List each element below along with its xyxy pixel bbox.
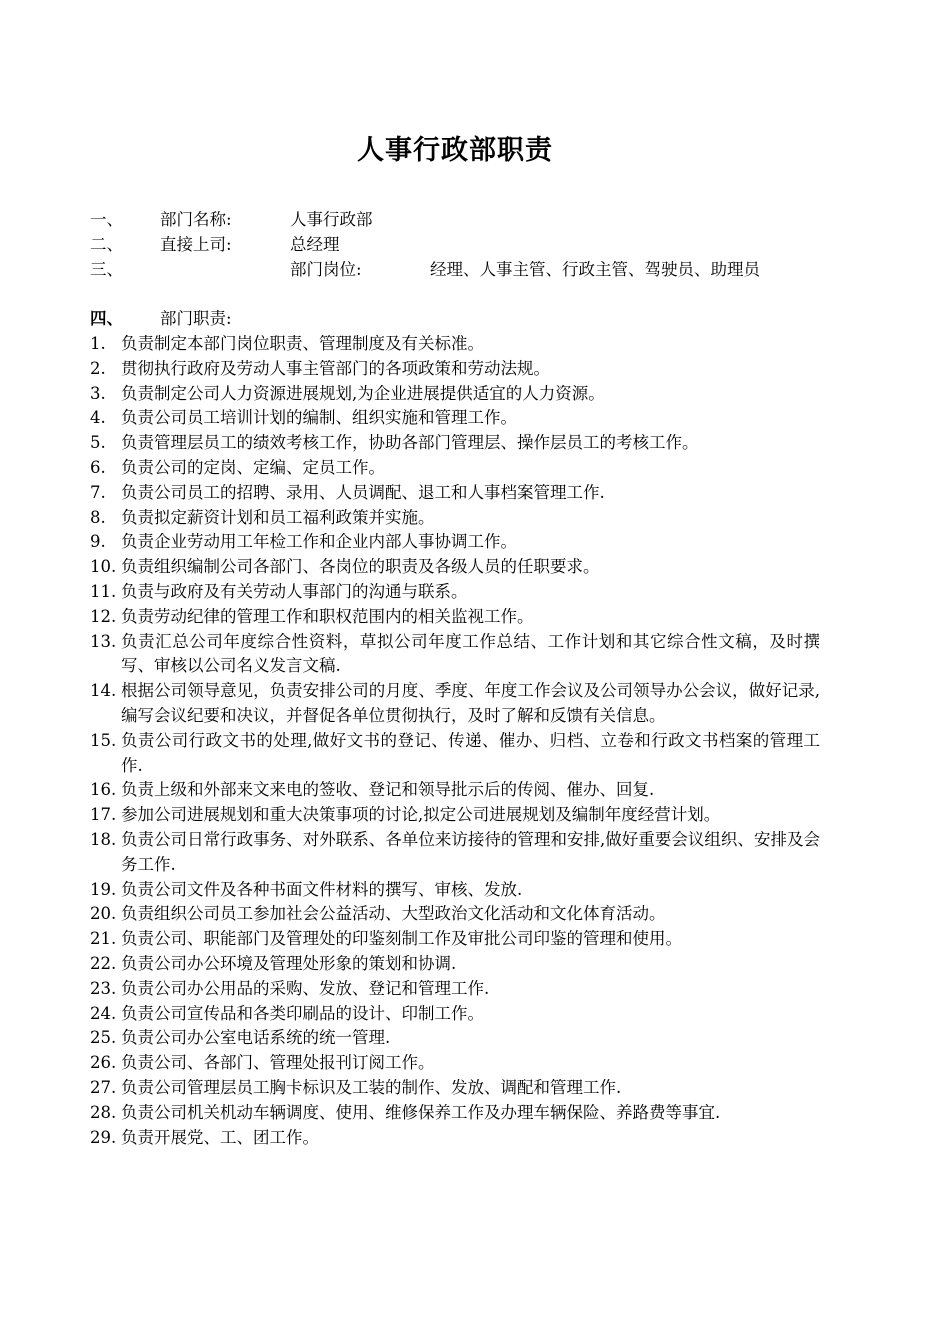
document-title: 人事行政部职责	[357, 135, 553, 166]
list-item-number: 17.	[90, 805, 117, 825]
info-row-department-duties	[90, 307, 820, 332]
list-item	[90, 803, 820, 828]
list-item-text: 负责组织编制公司各部门、各岗位的职责及各级人员的任职要求。	[121, 557, 600, 577]
list-item-text: 负责管理层员工的绩效考核工作，协助各部门管理层、操作层员工的考核工作。	[121, 433, 699, 453]
list-item-text: 负责公司文件及各种书面文件材料的撰写、审核、发放.	[121, 879, 523, 899]
list-item	[90, 431, 820, 456]
list-item	[90, 1002, 820, 1027]
info-label: 直接上司:	[160, 234, 232, 254]
list-item-number: 10.	[90, 557, 117, 577]
list-item-text: 负责公司办公环境及管理处形象的策划和协调.	[121, 953, 457, 973]
list-item-text: 负责开展党、工、团工作。	[121, 1127, 319, 1147]
info-value: 人事行政部	[290, 210, 373, 229]
list-item	[90, 679, 820, 729]
list-item	[90, 506, 820, 531]
info-label: 部门职责:	[160, 309, 232, 329]
list-item-text: 负责公司日常行政事务、对外联系、各单位来访接待的管理和安排,做好重要会议组织、安排及会务工作.	[121, 829, 820, 874]
list-item-text: 参加公司进展规划和重大决策事项的讨论,拟定公司进展规划及编制年度经营计划。	[121, 805, 721, 825]
list-item-number: 8.	[90, 507, 106, 527]
list-item	[90, 902, 820, 927]
list-item-number: 20.	[90, 904, 117, 924]
list-item	[90, 481, 820, 506]
list-item-text: 负责制定公司人力资源进展规划,为企业进展提供适宜的人力资源。	[121, 383, 605, 403]
list-item	[90, 332, 820, 357]
list-item-text: 负责公司机关机动车辆调度、使用、维修保养工作及办理车辆保险、养路费等事宜.	[121, 1102, 721, 1122]
info-row-direct-supervisor	[90, 233, 820, 258]
list-item	[90, 555, 820, 580]
list-item	[90, 630, 820, 680]
list-item-number: 9.	[90, 532, 106, 552]
list-item	[90, 952, 820, 977]
list-item	[90, 1101, 820, 1126]
list-item-number: 7.	[90, 482, 106, 502]
info-row-department-name	[90, 208, 820, 233]
list-item-text: 负责企业劳动用工年检工作和企业内部人事协调工作。	[121, 532, 517, 552]
list-item-number: 2.	[90, 358, 106, 378]
list-item-number: 13.	[90, 631, 117, 651]
info-number: 一、	[90, 210, 123, 229]
list-item-number: 24.	[90, 1003, 117, 1023]
list-item	[90, 1076, 820, 1101]
list-item-number: 3.	[90, 383, 106, 403]
list-item	[90, 530, 820, 555]
info-row-department-positions	[90, 258, 820, 308]
list-item-number: 25.	[90, 1028, 117, 1048]
info-label: 部门名称:	[160, 210, 232, 229]
list-item-number: 21.	[90, 929, 117, 949]
positions-block	[290, 258, 810, 283]
list-item-text: 负责公司、职能部门及管理处的印鉴刻制工作及审批公司印鉴的管理和使用。	[121, 929, 682, 949]
list-item	[90, 828, 820, 878]
list-item-text: 根据公司领导意见，负责安排公司的月度、季度、年度工作会议及公司领导办公会议，做好记录,编写会议纪要和决议，并督促各单位贯彻执行，及时了解和反馈有关信息。	[121, 681, 820, 725]
list-item-number: 16.	[90, 780, 117, 800]
list-item-number: 19.	[90, 879, 117, 899]
list-item-text: 负责公司的定岗、定编、定员工作。	[121, 457, 385, 477]
info-label: 部门岗位:	[290, 259, 362, 279]
list-item	[90, 878, 820, 903]
list-item	[90, 1051, 820, 1076]
list-item-text: 贯彻执行政府及劳动人事主管部门的各项政策和劳动法规。	[121, 358, 550, 378]
list-item-text: 负责公司员工的招聘、录用、人员调配、退工和人事档案管理工作.	[121, 482, 605, 502]
list-item-text: 负责汇总公司年度综合性资料，草拟公司年度工作总结、工作计划和其它综合性文稿，及时撰写、审核以公司名义发言文稿.	[121, 631, 820, 676]
list-item-text: 负责劳动纪律的管理工作和职权范围内的相关监视工作。	[121, 606, 534, 626]
info-number: 四、	[90, 309, 123, 329]
list-item-text: 负责公司宣传品和各类印刷品的设计、印制工作。	[121, 1003, 484, 1023]
list-item-number: 1.	[90, 334, 106, 353]
list-item-number: 23.	[90, 978, 117, 998]
list-item	[90, 1126, 820, 1151]
list-item-number: 27.	[90, 1077, 117, 1097]
list-item-number: 18.	[90, 829, 117, 849]
list-item-number: 12.	[90, 606, 117, 626]
duties-list	[90, 332, 820, 1150]
list-item	[90, 357, 820, 382]
list-item	[90, 605, 820, 630]
list-item-text: 负责组织公司员工参加社会公益活动、大型政治文化活动和文化体育活动。	[121, 904, 666, 924]
list-item	[90, 778, 820, 803]
info-number: 三、	[90, 259, 123, 279]
list-item-number: 22.	[90, 953, 117, 973]
list-item-number: 26.	[90, 1053, 117, 1073]
list-item	[90, 977, 820, 1002]
list-item	[90, 456, 820, 481]
info-value: 总经理	[290, 234, 340, 254]
list-item-number: 15.	[90, 730, 117, 750]
list-item	[90, 729, 820, 779]
list-item-text: 负责公司、各部门、管理处报刊订阅工作。	[121, 1053, 435, 1073]
list-item-text: 负责上级和外部来文来电的签收、登记和领导批示后的传阅、催办、回复.	[121, 780, 655, 800]
list-item-text: 负责制定本部门岗位职责、管理制度及有关标准。	[121, 334, 484, 353]
list-item-number: 29.	[90, 1127, 117, 1147]
info-value: 经理、人事主管、行政主管、驾驶员、助理员	[430, 259, 760, 279]
list-item	[90, 580, 820, 605]
list-item-text: 负责公司员工培训计划的编制、组织实施和管理工作。	[121, 408, 517, 428]
list-item-text: 负责公司办公用品的采购、发放、登记和管理工作.	[121, 978, 490, 998]
list-item-text: 负责公司办公室电话系统的统一管理.	[121, 1028, 391, 1048]
list-item-text: 负责拟定薪资计划和员工福利政策并实施。	[121, 507, 435, 527]
list-item-number: 11.	[90, 581, 117, 601]
list-item-number: 4.	[90, 408, 106, 428]
list-item	[90, 927, 820, 952]
list-item-number: 28.	[90, 1102, 117, 1122]
list-item	[90, 382, 820, 407]
list-item-text: 负责公司管理层员工胸卡标识及工装的制作、发放、调配和管理工作.	[121, 1077, 622, 1097]
list-item	[90, 1026, 820, 1051]
list-item-text: 负责公司行政文书的处理,做好文书的登记、传递、催办、归档、立卷和行政文书档案的管理工作.	[121, 730, 820, 775]
list-item-text: 负责与政府及有关劳动人事部门的沟通与联系。	[121, 581, 468, 601]
list-item-number: 6.	[90, 457, 106, 477]
list-item-number: 5.	[90, 433, 106, 453]
list-item	[90, 406, 820, 431]
info-number: 二、	[90, 234, 123, 254]
list-item-number: 14.	[90, 681, 117, 701]
department-info	[90, 208, 820, 332]
